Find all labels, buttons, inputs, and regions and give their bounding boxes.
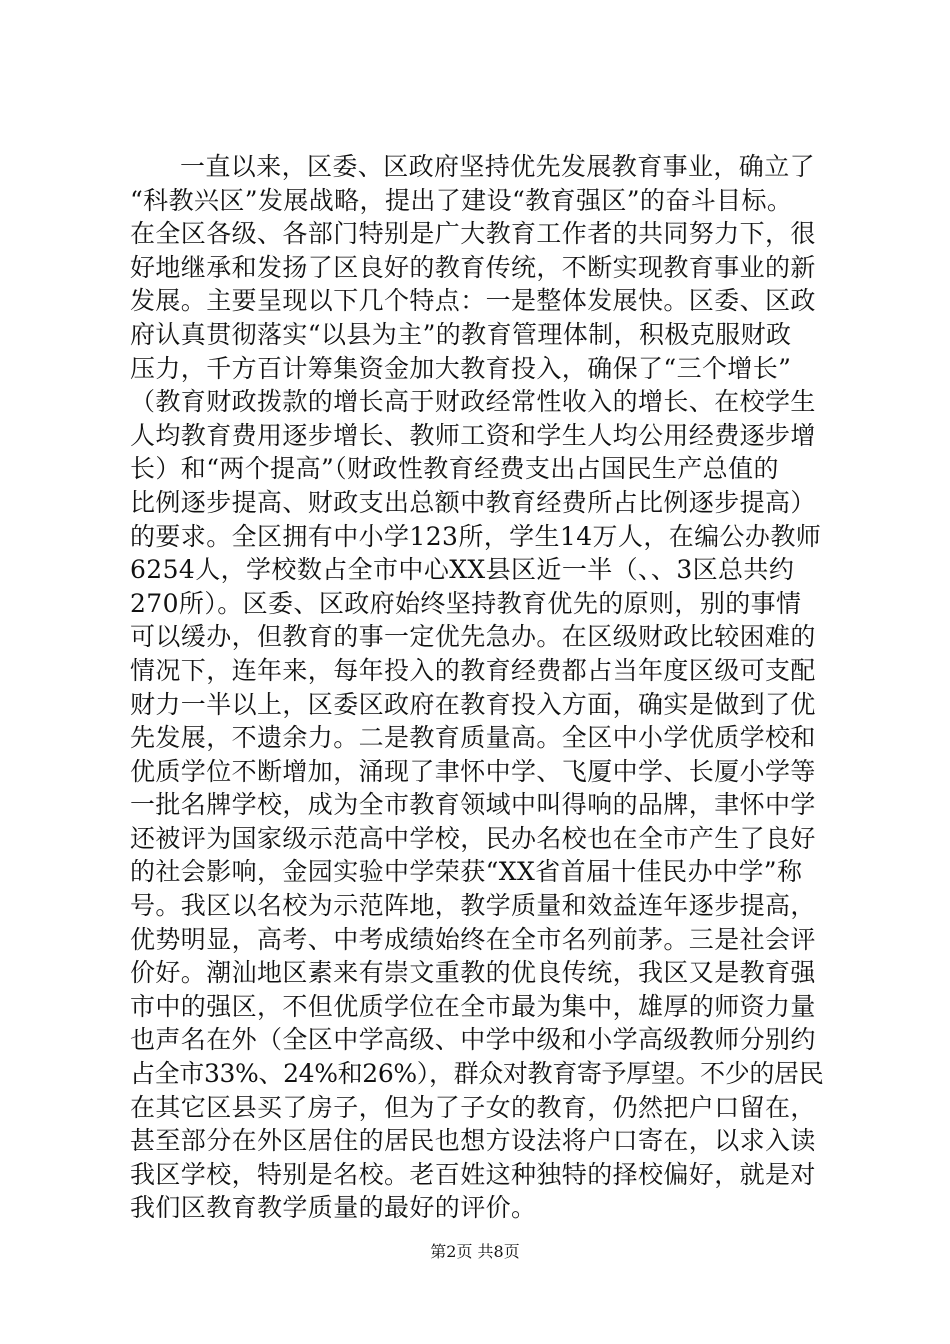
paragraph-line: 好地继承和发扬了区良好的教育传统，不断实现教育事业的新 bbox=[130, 252, 816, 282]
paragraph-line: 情况下，连年来，每年投入的教育经费都占当年度区级可支配 bbox=[130, 655, 816, 685]
paragraph-line: 压力，千方百计筹集资金加大教育投入，确保了“三个增长” bbox=[130, 353, 792, 383]
paragraph-line: 的要求。全区拥有中小学123所，学生14万人，在编公办教师 bbox=[130, 521, 822, 551]
paragraph-line: 一直以来，区委、区政府坚持优先发展教育事业，确立了 bbox=[180, 152, 816, 181]
paragraph-line: 比例逐步提高、财政支出总额中教育经费所占比例逐步提高） bbox=[130, 487, 816, 517]
paragraph-line: 号。我区以名校为示范阵地，教学质量和效益连年逐步提高， bbox=[130, 891, 816, 921]
paragraph-line: 价好。潮汕地区素来有崇文重教的优良传统，我区又是教育强 bbox=[130, 958, 816, 988]
body-paragraph bbox=[130, 150, 830, 1225]
paragraph-line: 的社会影响，金园实验中学荣获“XX省首届十佳民办中学”称 bbox=[130, 857, 803, 887]
paragraph-line: 在全区各级、各部门特别是广大教育工作者的共同努力下，很 bbox=[130, 219, 816, 249]
paragraph-line: 270所）。区委、区政府始终坚持教育优先的原则，别的事情 bbox=[130, 588, 802, 618]
paragraph-line: 财力一半以上，区委区政府在教育投入方面，确实是做到了优 bbox=[130, 689, 816, 719]
paragraph-line: 发展。主要呈现以下几个特点：一是整体发展快。区委、区政 bbox=[130, 286, 816, 316]
paragraph-line: 在其它区县买了房子，但为了子女的教育，仍然把户口留在， bbox=[130, 1092, 816, 1122]
paragraph-line: 我们区教育教学质量的最好的评价。 bbox=[130, 1193, 537, 1223]
paragraph-line: 6254人，学校数占全市中心XX县区近一半（、、3区总共约 bbox=[130, 555, 795, 585]
paragraph-line: 府认真贯彻落实“以县为主”的教育管理体制，积极克服财政 bbox=[130, 319, 792, 349]
paragraph-line: “科教兴区”发展战略，提出了建设“教育强区”的奋斗目标。 bbox=[130, 185, 793, 215]
paragraph-line: 市中的强区，不但优质学位在全市最为集中，雄厚的师资力量 bbox=[130, 991, 816, 1021]
page-number-footer: 第2页 共8页 bbox=[430, 1242, 520, 1261]
paragraph-line: 优势明显，高考、中考成绩始终在全市名列前茅。三是社会评 bbox=[130, 924, 816, 954]
paragraph-line: 人均教育费用逐步增长、教师工资和学生人均公用经费逐步增 bbox=[130, 420, 816, 450]
paragraph-line: 优质学位不断增加，涌现了聿怀中学、飞厦中学、长厦小学等 bbox=[130, 756, 816, 786]
paragraph-line: （教育财政拨款的增长高于财政经常性收入的增长、在校学生 bbox=[130, 387, 816, 417]
paragraph-line: 也声名在外（全区中学高级、中学中级和小学高级教师分别约 bbox=[130, 1025, 816, 1055]
paragraph-line: 甚至部分在外区居住的居民也想方设法将户口寄在，以求入读 bbox=[130, 1126, 816, 1156]
paragraph-line: 先发展，不遗余力。二是教育质量高。全区中小学优质学校和 bbox=[130, 723, 816, 753]
paragraph-line: 长）和“两个提高”（财政性教育经费支出占国民生产总值的 bbox=[130, 454, 779, 484]
paragraph-line: 一批名牌学校，成为全市教育领域中叫得响的品牌，聿怀中学 bbox=[130, 790, 816, 820]
paragraph-line: 我区学校，特别是名校。老百姓这种独特的择校偏好，就是对 bbox=[130, 1159, 816, 1189]
paragraph-line: 还被评为国家级示范高中学校，民办名校也在全市产生了良好 bbox=[130, 823, 816, 853]
paragraph-line: 可以缓办，但教育的事一定优先急办。在区级财政比较困难的 bbox=[130, 622, 816, 652]
paragraph-line: 占全市33%、24%和26%），群众对教育寄予厚望。不少的居民 bbox=[130, 1059, 824, 1089]
